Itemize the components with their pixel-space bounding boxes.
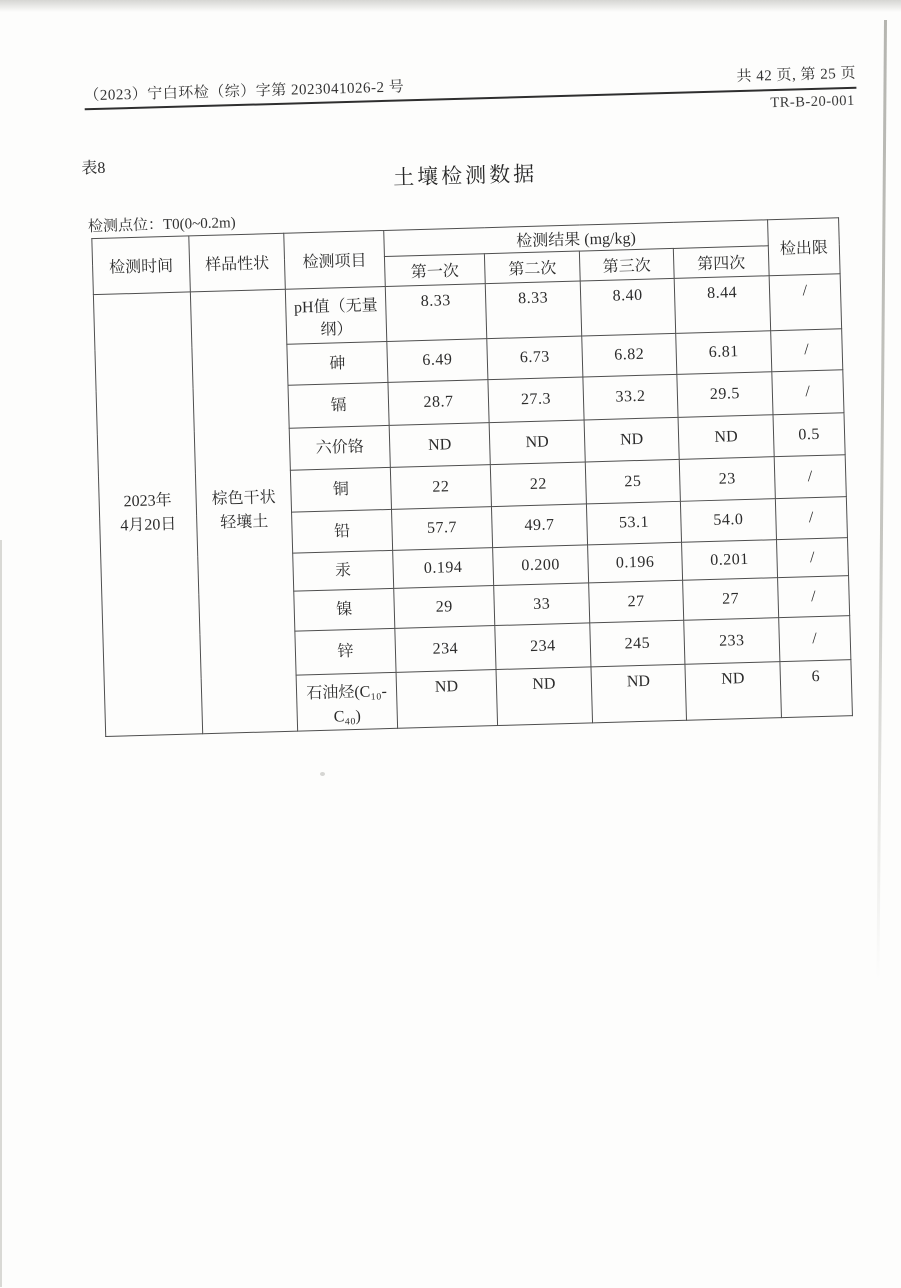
cell-limit: / [779,616,851,662]
table-number-label: 表8 [81,159,106,178]
cell-value: 23 [679,457,775,502]
cell-limit: / [774,455,846,499]
title-block [1,133,901,206]
cell-limit: / [778,576,850,618]
cell-value: 22 [390,465,491,510]
cell-value: ND [389,423,490,468]
cell-value: 6.81 [676,331,772,375]
detect-time-line2: 4月20日 [120,516,177,535]
cell-item: 镍 [294,589,395,632]
cell-value: ND [591,665,687,723]
detect-time-line1: 2023年 [123,491,172,510]
scan-edge-left [0,540,2,1287]
cell-value: ND [678,415,774,460]
scan-edge-top [0,0,901,12]
cell-value: 27.3 [488,377,584,423]
header-limit: 检出限 [768,218,841,276]
header-item: 检测项目 [284,231,386,290]
form-code: TR-B-20-001 [770,92,855,112]
cell-value: 25 [585,460,680,505]
soil-data-table [91,217,853,736]
doc-number: （2023）宁白环检（综）字第 2023041026-2 号 [84,79,405,105]
sampling-point-label: 检测点位：T0(0~0.2m) [87,215,236,236]
cell-limit: / [775,497,847,540]
cell-value: ND [496,667,593,725]
cell-limit: 0.5 [773,413,845,457]
cell-value: 8.44 [674,276,771,334]
cell-detect-time [93,292,202,736]
header-result-group: 检测结果 (mg/kg) [384,220,769,257]
cell-value: 0.196 [588,543,683,584]
header-time: 检测时间 [92,236,191,295]
cell-value: 22 [490,462,586,507]
cell-value: ND [396,670,498,728]
cell-limit: / [771,329,843,372]
header-run-2: 第二次 [484,251,580,284]
cell-value: 234 [495,623,591,670]
cell-value: 0.200 [493,545,589,586]
cell-item: 六价铬 [289,426,390,471]
page-count: 共 42 页, 第 25 页 [736,65,857,86]
cell-value: 234 [395,626,496,673]
cell-value: 53.1 [586,502,681,546]
cell-item: 镉 [288,383,389,429]
cell-limit: 6 [780,660,853,717]
cell-value: 49.7 [491,504,587,548]
cell-value: 8.33 [485,281,582,339]
cell-value: 6.82 [582,334,677,378]
sample-desc-line2: 轻壤土 [220,513,269,533]
cell-value: 29 [394,586,495,629]
header-run-4: 第四次 [673,246,769,279]
cell-value: 6.49 [387,339,488,383]
cell-value: 54.0 [680,499,776,543]
sample-desc-line1: 棕色干状 [211,488,276,508]
cell-item: 铜 [290,468,391,513]
cell-limit: / [772,370,844,415]
cell-value: 8.40 [580,278,676,336]
cell-item: 锌 [295,629,396,676]
cell-value: 33.2 [583,375,678,421]
cell-value: 6.73 [487,336,583,380]
cell-value: 0.194 [393,548,494,589]
cell-value: 8.33 [385,284,487,342]
header-run-3: 第三次 [579,248,674,281]
cell-item: 石油烃(C₁₀-C₄₀) [296,673,398,731]
cell-item: 汞 [293,551,394,592]
cell-value: ND [685,662,782,720]
cell-value: 33 [494,583,590,626]
cell-item: 砷 [287,342,388,386]
cell-value: 57.7 [392,507,493,551]
cell-value: 245 [590,621,685,668]
cell-value: 27 [683,578,779,621]
cell-item: 铅 [292,510,393,554]
cell-value: 29.5 [677,372,773,418]
page-title: 土壤检测数据 [392,161,538,190]
cell-value: 233 [684,618,780,665]
cell-value: 0.201 [682,540,778,581]
cell-limit: / [777,538,849,578]
cell-item: pH值（无量纲） [285,286,387,344]
cell-value: ND [584,418,679,463]
cell-value: 28.7 [388,380,489,426]
cell-value: 27 [589,581,684,624]
header-sample: 样品性状 [189,233,286,292]
cell-sample-desc [190,289,297,733]
cell-value: ND [489,420,585,465]
header-run-1: 第一次 [384,254,485,287]
cell-limit: / [769,274,842,331]
